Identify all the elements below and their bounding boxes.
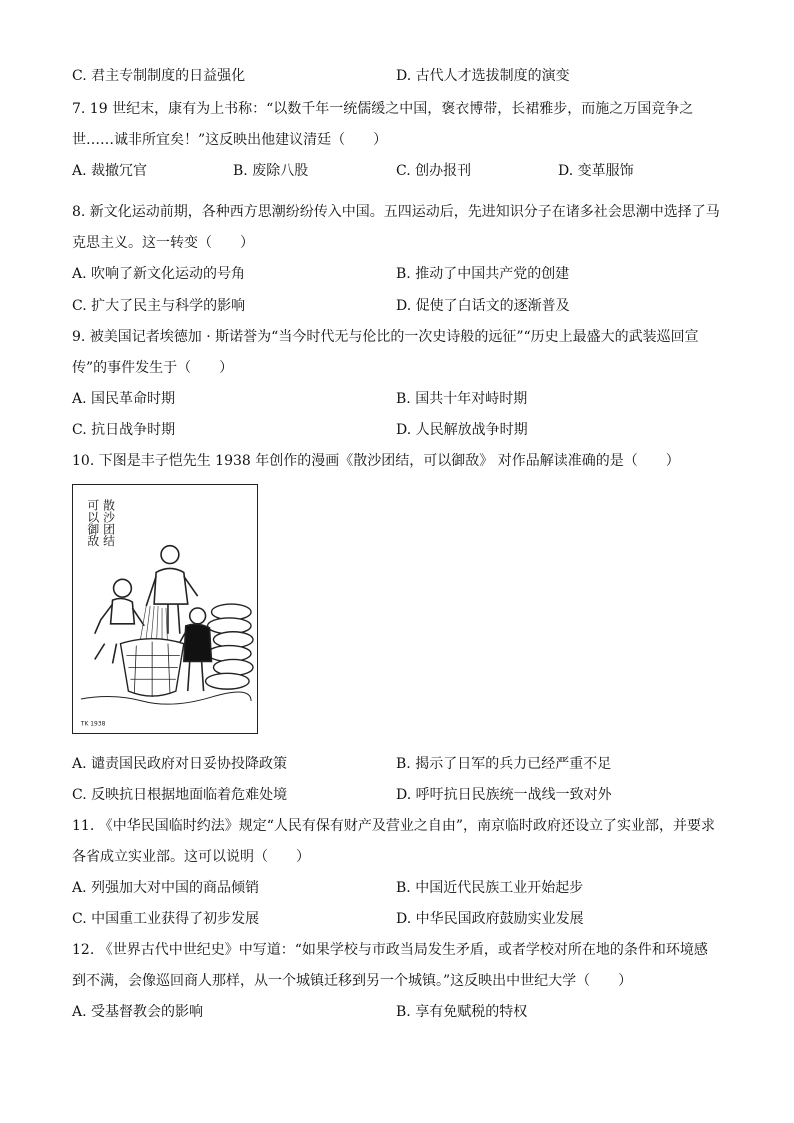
cartoon-title-right: 散沙团结 bbox=[101, 499, 116, 547]
q9-stem-line1: 9. 被美国记者埃德加 · 斯诺誉为“当今时代无与伦比的一次史诗般的远征”“历史上最盛大的武装巡回宣 bbox=[72, 329, 699, 345]
q8-option-a: A. 吹响了新文化运动的号角 bbox=[72, 266, 246, 282]
q11-option-d: D. 中华民国政府鼓励实业发展 bbox=[396, 911, 584, 927]
q9-option-d: D. 人民解放战争时期 bbox=[396, 422, 528, 438]
sandbag-pile-icon bbox=[206, 604, 253, 689]
q7-option-c: C. 创办报刊 bbox=[396, 163, 472, 179]
q9-stem-line2: 传”的事件发生于（ ） bbox=[72, 360, 234, 376]
q7-option-b: B. 废除八股 bbox=[233, 163, 309, 179]
adult-figure-icon bbox=[146, 546, 197, 634]
q11-option-c: C. 中国重工业获得了初步发展 bbox=[72, 911, 260, 927]
q10-option-a: A. 谴责国民政府对日妥协投降政策 bbox=[72, 756, 288, 772]
q12-stem-line1: 12. 《世界古代中世纪史》中写道：“如果学校与市政当局发生矛盾，或者学校对所在地的条件和环境感 bbox=[72, 942, 708, 958]
q8-stem-line2: 克思主义。这一转变（ ） bbox=[72, 235, 254, 251]
q10-option-c: C. 反映抗日根据地面临着危难处境 bbox=[72, 787, 288, 803]
q9-option-a: A. 国民革命时期 bbox=[72, 391, 176, 407]
q6-option-c: C. 君主专制制度的日益强化 bbox=[72, 68, 246, 84]
cartoon-image bbox=[72, 484, 258, 734]
q9-option-c: C. 抗日战争时期 bbox=[72, 422, 176, 438]
q8-option-c: C. 扩大了民主与科学的影响 bbox=[72, 298, 246, 314]
q9-option-b: B. 国共十年对峙时期 bbox=[396, 391, 528, 407]
cartoon-title-left: 可以御敌 bbox=[85, 499, 100, 547]
q12-option-a: A. 受基督教会的影响 bbox=[72, 1004, 204, 1020]
q10-option-d: D. 呼吁抗日民族统一战线一致对外 bbox=[396, 787, 612, 803]
q11-stem-line2: 各省成立实业部。这可以说明（ ） bbox=[72, 849, 310, 865]
q11-option-b: B. 中国近代民族工业开始起步 bbox=[396, 880, 584, 896]
q12-stem-line2: 到不满，会像巡回商人那样，从一个城镇迁移到另一个城镇。”这反映出中世纪大学（ ） bbox=[72, 973, 633, 989]
cartoon-drawing bbox=[73, 485, 257, 733]
q8-stem-line1: 8. 新文化运动前期，各种西方思潮纷纷传入中国。五四运动后，先进知识分子在诸多社会思潮中选择了马 bbox=[72, 204, 720, 220]
q8-option-d: D. 促使了白话文的逐渐普及 bbox=[396, 298, 570, 314]
q12-option-b: B. 享有免赋税的特权 bbox=[396, 1004, 528, 1020]
q11-stem-line1: 11. 《中华民国临时约法》规定“人民有保有财产及营业之自由”，南京临时政府还设立了实业部，并要求 bbox=[72, 818, 716, 834]
q7-stem-line2: 世……诚非所宜矣！”这反映出他建议清廷（ ） bbox=[72, 132, 388, 148]
q10-stem: 10. 下图是丰子恺先生 1938 年创作的漫画《散沙团结，可以御敌》 对作品解读准确的是（ ） bbox=[72, 453, 680, 469]
cartoon-signature: TK 1938 bbox=[80, 720, 106, 728]
basket-icon bbox=[120, 639, 183, 697]
q7-option-a: A. 裁撤冗官 bbox=[72, 163, 148, 179]
q10-option-b: B. 揭示了日军的兵力已经严重不足 bbox=[396, 756, 612, 772]
q11-option-a: A. 列强加大对中国的商品倾销 bbox=[72, 880, 260, 896]
q7-option-d: D. 变革服饰 bbox=[558, 163, 634, 179]
q6-option-d: D. 古代人才选拔制度的演变 bbox=[396, 68, 570, 84]
q8-option-b: B. 推动了中国共产党的创建 bbox=[396, 266, 570, 282]
q7-stem-line1: 7. 19 世纪末，康有为上书称：“以数千年一统儒缓之中国，褒衣博带，长裙雅步，而施之万国竞争之 bbox=[72, 101, 694, 117]
